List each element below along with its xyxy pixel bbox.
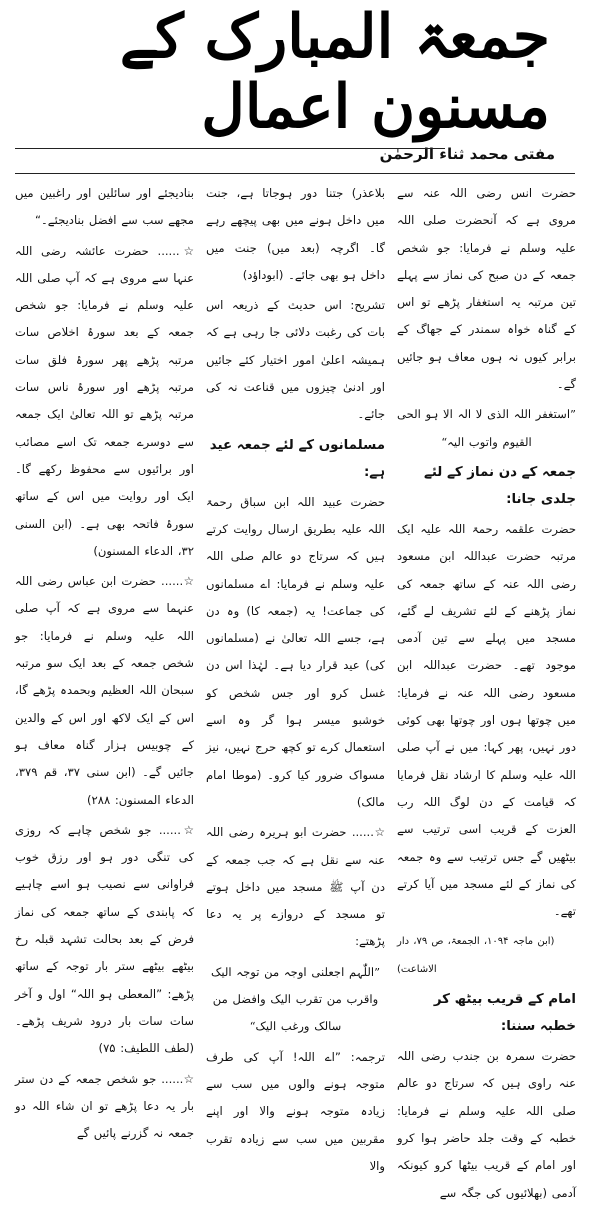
paragraph: ☆...... حضرت ابن عباس رضی اللہ عنہما سے مروی ہے کہ آپ صلی اللہ علیہ وسلم نے فرمایا: جو شخص جمعہ کے بعد ایک سو مرتبہ سبحان اللہ العظیم وبحمدہ پڑھے گا، اس کے ایک لاکھ اور اس کے والدین کے چوبیس ہزار گناہ معاف ہو جائیں گے۔ (ابن سنی ۳۷، قم ۳۷۹، الدعاء المسنون: ۲۸۸) bbox=[15, 574, 194, 807]
paragraph: بلاعذر) جتنا دور ہوجاتا ہے، جنت میں داخل ہونے میں بھی پیچھے رہے گا۔ اگرچہ (بعد میں) جنت میں داخل ہو بھی جائے۔ (ابوداؤد) bbox=[206, 186, 385, 282]
paragraph: حضرت سمرہ بن جندب رضی اللہ عنہ راوی ہیں کہ سرتاج دو عالم صلی اللہ علیہ وسلم نے فرمایا: خطبہ کے وقت جلد حاضر ہوا کرو اور امام کے قریب بیٹھا کرو کیونکہ آدمی (بھلائیوں کی جگہ سے bbox=[397, 1049, 576, 1200]
section-heading: مسلمانوں کے لئے جمعہ عید ہے: bbox=[209, 437, 385, 480]
arabic-dua: ”اللّٰہم اجعلنی اوجہ من توجہ الیک واقرب من تقرب الیک وافضل من سالک ورغب الیک“ bbox=[210, 964, 381, 1034]
header-rule-bottom bbox=[15, 173, 575, 174]
arabic-dua: ”استغفر اللہ الذی لا الہ الا ہو الحی القیوم واتوب الیہ“ bbox=[397, 407, 576, 449]
paragraph: حضرت عبید اللہ ابن سباق رحمۃ اللہ علیہ بطریق ارسال روایت کرتے ہیں کہ سرتاج دو عالم صلی اللہ علیہ وسلم نے فرمایا: اے مسلمانوں کی جماعت! یہ (جمعہ کا) وہ دن ہے، جسے اللہ تعالیٰ نے (مسلمانوں کی) عید قرار دیا ہے۔ لہٰذا اس دن غسل کرو اور جس شخص کو خوشبو میسر ہوا گر وہ اسے استعمال کرے تو کچھ حرج نہیں، نیز مسواک ضرور کیا کرو۔ (موطا امام مالک) bbox=[206, 494, 385, 809]
column-middle bbox=[200, 180, 391, 1173]
article-columns bbox=[8, 180, 582, 1200]
paragraph: حضرت انس رضی اللہ عنہ سے مروی ہے کہ آنحضرت صلی اللہ علیہ وسلم نے فرمایا: جو شخص جمعہ کے دن صبح کی نماز سے پہلے تین مرتبہ یہ استغفار پڑھے تو اس کے گناہ خواہ سمندر کے جھاگ کے برابر کیوں نہ ہوں معاف ہو جائیں گے۔ bbox=[397, 186, 576, 392]
paragraph: تشریح: اس حدیث کے ذریعہ اس بات کی رغبت دلائی جا رہی ہے کہ ہمیشہ اعلیٰ امور اختیار کئے جائیں اور ادنیٰ چیزوں میں قناعت نہ کی جائے۔ bbox=[206, 298, 385, 422]
article-title: جمعۃ المبارک کے مسنون اعمال bbox=[119, 2, 550, 142]
column-left bbox=[9, 180, 200, 1141]
paragraph: ☆...... حضرت ابو ہریرہ رضی اللہ عنہ سے نقل ہے کہ جب جمعہ کے دن آپ ﷺ مسجد میں داخل ہوتے تو مسجد کے دروازے پر یہ دعا پڑھتے: bbox=[206, 825, 385, 949]
section-heading: امام کے قریب بیٹھ کر خطبہ سننا: bbox=[433, 992, 576, 1035]
citation: (ابن ماجہ ۱۰۹۴، الجمعۃ، ص ۷۹، دار الاشاعت) bbox=[397, 936, 555, 975]
paragraph: ☆...... جو شخص جمعہ کے دن ستر بار یہ دعا پڑھے تو ان شاء اللہ دو جمعہ نہ گزرنے پائیں گے bbox=[15, 1071, 194, 1141]
author-name: مفتی محمد ثناء الرحمٰن bbox=[379, 145, 555, 163]
paragraph: ترجمہ: ”اے اللہ! آپ کی طرف متوجہ ہونے والوں میں سب سے زیادہ متوجہ ہونے والا اور اپنے مقربین میں سب سے زیادہ تقرب والا bbox=[206, 1049, 385, 1173]
column-right bbox=[391, 180, 582, 1200]
paragraph: حضرت علقمہ رحمۃ اللہ علیہ ایک مرتبہ حضرت عبداللہ ابن مسعود رضی اللہ عنہ کے ساتھ جمعہ کی نماز پڑھنے کے لئے تشریف لے گئے، مسجد میں پہلے سے تین آدمی موجود تھے۔ حضرت عبداللہ ابن مسعود رضی اللہ عنہ نے فرمایا: میں چوتھا ہوں اور چوتھا بھی کوئی دور نہیں، پھر کہا: میں نے آپ صلی اللہ علیہ وسلم کا ارشاد نقل فرمایا کہ قیامت کے دن لوگ اللہ رب العزت کے قریب اسی ترتیب سے بیٹھیں گے جس ترتیب سے وہ جمعہ کی نماز کے لئے مسجد میں آیا کرتے تھے۔ bbox=[397, 521, 576, 919]
paragraph: ☆...... حضرت عائشہ رضی اللہ عنہا سے مروی ہے کہ آپ صلی اللہ علیہ وسلم نے فرمایا: جو شخص جمعہ کے بعد سورۂ اخلاص سات مرتبہ پڑھے پھر سورۂ فلق سات مرتبہ پڑھے اور سورۂ ناس سات مرتبہ پڑھے تو اللہ تعالیٰ ایک جمعہ سے دوسرے جمعہ تک اسے مصائب اور برائیوں سے محفوظ رکھے گا۔ ایک اور روایت میں اس کے ساتھ سورۂ فاتحہ بھی ہے۔ (ابن السنی ۳۲، الدعاء المسنون) bbox=[15, 243, 194, 558]
section-heading: جمعہ کے دن نماز کے لئے جلدی جانا: bbox=[424, 464, 576, 507]
header-rule bbox=[15, 148, 445, 149]
paragraph: بنادیجئے اور سائلین اور راغبین میں مجھے سب سے افضل بنادیجئے۔“ bbox=[15, 186, 194, 228]
paragraph: ☆...... جو شخص چاہے کہ روزی کی تنگی دور ہو اور رزق خوب فراوانی سے نصیب ہو اسے چاہیے کہ پابندی کے ساتھ جمعہ کی نماز فرض کے بعد بحالت تشہد قبلہ رخ بیٹھے بیٹھے ستر بار توجہ کے ساتھ پڑھے: ”المعطی ہو اللہ“ اول و آخر سات سات بار درود شریف پڑھے۔ (لطف اللطیف: ۷۵) bbox=[15, 822, 194, 1056]
